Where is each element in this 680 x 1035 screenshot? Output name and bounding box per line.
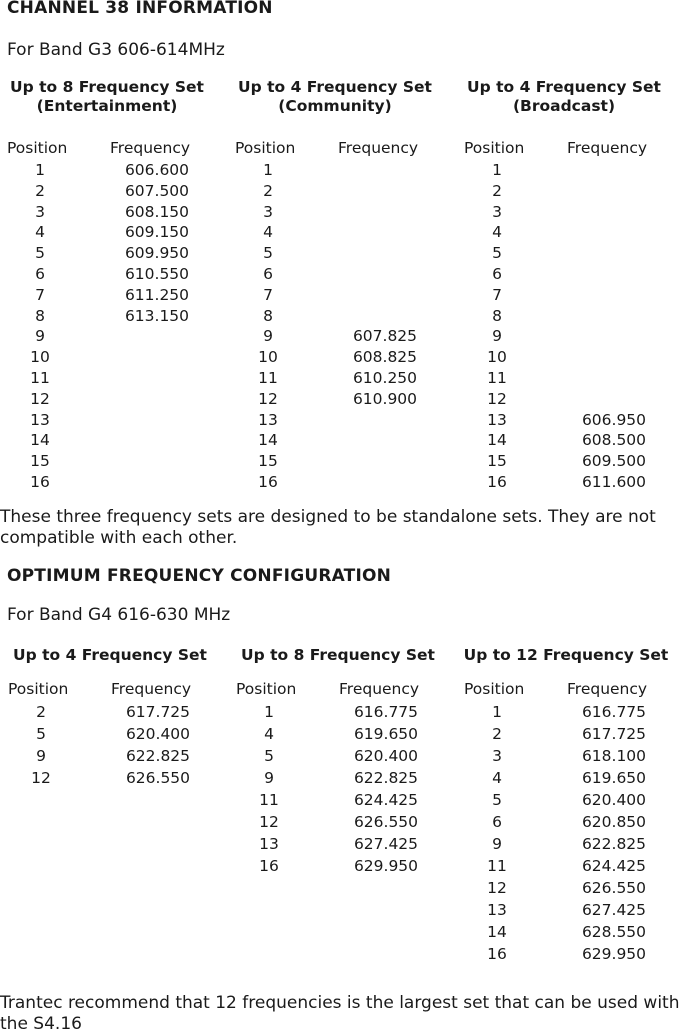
- frequency-cell: 616.775: [581, 703, 647, 721]
- position-cell: 13: [30, 410, 50, 429]
- table-row: [464, 223, 674, 244]
- table-row: [464, 327, 674, 348]
- col-frequency-header: Frequency: [567, 139, 648, 157]
- position-cell: 2: [35, 181, 45, 200]
- col-position-header: Position: [7, 139, 68, 157]
- frequency-cell: 610.900: [352, 389, 418, 408]
- position-cell: 5: [36, 725, 46, 743]
- col-frequency-header: Frequency: [111, 680, 192, 698]
- section2-band: For Band G4 616-630 MHz: [7, 605, 231, 625]
- frequency-cell: 609.500: [581, 452, 647, 471]
- table-row: [235, 203, 445, 224]
- position-cell: 13: [259, 835, 279, 853]
- frequency-cell: 618.100: [581, 747, 647, 765]
- table-row: [7, 161, 217, 182]
- table-row: [464, 369, 674, 390]
- frequency-cell: 622.825: [125, 747, 191, 765]
- position-cell: 9: [492, 835, 502, 853]
- section1-set-broadcast: [459, 78, 669, 491]
- frequency-cell: 619.650: [581, 769, 647, 787]
- frequency-cell: 608.825: [352, 348, 418, 367]
- position-cell: 13: [487, 410, 507, 429]
- set-title: Up to 12 Frequency Set: [463, 646, 669, 664]
- position-cell: 6: [492, 264, 502, 283]
- position-cell: 11: [258, 368, 278, 387]
- table-row: [464, 703, 674, 725]
- position-cell: 5: [35, 244, 45, 263]
- position-cell: 2: [492, 725, 502, 743]
- table-row: [464, 390, 674, 411]
- col-position-header: Position: [464, 680, 525, 698]
- col-position-header: Position: [8, 680, 69, 698]
- position-cell: 12: [487, 879, 507, 897]
- position-cell: 9: [263, 327, 273, 346]
- table-row: [7, 390, 217, 411]
- position-cell: 10: [487, 348, 507, 367]
- frequency-cell: 620.400: [353, 747, 419, 765]
- position-cell: 1: [263, 161, 273, 179]
- section1-set-community: [230, 78, 440, 491]
- position-cell: 11: [259, 791, 279, 809]
- position-cell: 14: [487, 923, 507, 941]
- col-frequency-header: Frequency: [110, 139, 191, 157]
- table-row: [464, 286, 674, 307]
- section2-set-4: [5, 646, 215, 787]
- frequency-cell: 609.950: [124, 244, 190, 263]
- table-row: [464, 879, 674, 901]
- table-row: [464, 901, 674, 923]
- table-row: [7, 327, 217, 348]
- position-cell: 10: [30, 348, 50, 367]
- table-row: [464, 452, 674, 473]
- position-cell: 12: [31, 769, 51, 787]
- position-cell: 5: [492, 244, 502, 263]
- table-row: [235, 327, 445, 348]
- table-row: [235, 348, 445, 369]
- table-row: [464, 244, 674, 265]
- table-row: [235, 182, 445, 203]
- position-cell: 9: [492, 327, 502, 346]
- set-rows: [464, 703, 674, 967]
- set-title-line2: (Community): [278, 97, 392, 115]
- table-row: [464, 307, 674, 328]
- position-cell: 14: [487, 431, 507, 450]
- col-position-header: Position: [235, 139, 296, 157]
- frequency-cell: 616.775: [353, 703, 419, 721]
- table-row: [464, 182, 674, 203]
- set-rows: [236, 703, 446, 879]
- position-cell: 4: [263, 223, 273, 242]
- frequency-cell: 627.425: [353, 835, 419, 853]
- table-row: [235, 452, 445, 473]
- col-frequency-header: Frequency: [339, 680, 420, 698]
- frequency-cell: 606.950: [581, 410, 647, 429]
- position-cell: 2: [263, 181, 273, 200]
- position-cell: 3: [492, 747, 502, 765]
- position-cell: 11: [30, 368, 50, 387]
- table-row: [236, 747, 446, 769]
- frequency-cell: 617.725: [125, 703, 191, 721]
- frequency-cell: 607.500: [124, 181, 190, 200]
- position-cell: 6: [263, 264, 273, 283]
- position-cell: 15: [258, 452, 278, 471]
- frequency-cell: 609.150: [124, 223, 190, 242]
- position-cell: 16: [30, 472, 50, 491]
- col-position-header: Position: [464, 139, 525, 157]
- frequency-cell: 607.825: [352, 327, 418, 346]
- frequency-cell: 626.550: [581, 879, 647, 897]
- table-row: [236, 835, 446, 857]
- position-cell: 12: [487, 389, 507, 408]
- table-row: [464, 857, 674, 879]
- set-title: Up to 4 Frequency Set: [13, 646, 207, 664]
- table-row: [7, 223, 217, 244]
- table-row: [464, 791, 674, 813]
- table-row: [235, 411, 445, 432]
- frequency-cell: 622.825: [581, 835, 647, 853]
- frequency-cell: 606.600: [124, 161, 190, 179]
- table-row: [7, 286, 217, 307]
- col-frequency-header: Frequency: [567, 680, 648, 698]
- table-row: [235, 431, 445, 452]
- table-row: [236, 791, 446, 813]
- table-row: [7, 473, 217, 494]
- frequency-cell: 620.850: [581, 813, 647, 831]
- table-row: [464, 945, 674, 967]
- table-row: [464, 203, 674, 224]
- position-cell: 16: [487, 945, 507, 963]
- table-row: [235, 307, 445, 328]
- frequency-cell: 619.650: [353, 725, 419, 743]
- table-row: [235, 473, 445, 494]
- section1-set-entertainment: [2, 78, 212, 491]
- table-row: [8, 703, 218, 725]
- table-row: [464, 769, 674, 791]
- table-row: [8, 725, 218, 747]
- position-cell: 14: [258, 431, 278, 450]
- table-row: [464, 161, 674, 182]
- section2-note: Trantec recommend that 12 frequencies is the largest set that can be used with the S4.16: [0, 993, 680, 1034]
- col-position-header: Position: [236, 680, 297, 698]
- set-column-headers: [235, 139, 445, 159]
- position-cell: 11: [487, 368, 507, 387]
- position-cell: 5: [263, 244, 273, 263]
- frequency-cell: 617.725: [581, 725, 647, 743]
- table-row: [235, 223, 445, 244]
- position-cell: 1: [35, 161, 45, 179]
- set-title-line1: Up to 4 Frequency Set: [467, 78, 661, 96]
- set-title: Up to 8 Frequency Set: [241, 646, 435, 664]
- position-cell: 3: [263, 202, 273, 221]
- frequency-cell: 611.250: [124, 285, 190, 304]
- position-cell: 2: [492, 181, 502, 200]
- table-row: [236, 725, 446, 747]
- table-row: [464, 348, 674, 369]
- frequency-cell: 627.425: [581, 901, 647, 919]
- frequency-cell: 629.950: [353, 857, 419, 875]
- set-column-headers: [7, 139, 217, 159]
- table-row: [7, 244, 217, 265]
- position-cell: 7: [263, 285, 273, 304]
- frequency-cell: 626.550: [125, 769, 191, 787]
- table-row: [236, 703, 446, 725]
- position-cell: 8: [263, 306, 273, 325]
- position-cell: 1: [492, 703, 502, 721]
- table-row: [235, 244, 445, 265]
- position-cell: 5: [264, 747, 274, 765]
- frequency-cell: 608.150: [124, 202, 190, 221]
- position-cell: 12: [30, 389, 50, 408]
- table-row: [7, 452, 217, 473]
- set-rows: [8, 703, 218, 791]
- table-row: [7, 265, 217, 286]
- table-row: [7, 411, 217, 432]
- set-title-line2: (Entertainment): [36, 97, 178, 115]
- position-cell: 15: [30, 452, 50, 471]
- table-row: [8, 769, 218, 791]
- col-frequency-header: Frequency: [338, 139, 419, 157]
- position-cell: 6: [492, 813, 502, 831]
- set-title-line2: (Broadcast): [512, 97, 616, 115]
- table-row: [235, 286, 445, 307]
- frequency-cell: 613.150: [124, 306, 190, 325]
- position-cell: 16: [259, 857, 279, 875]
- position-cell: 3: [35, 202, 45, 221]
- set-title-line1: Up to 4 Frequency Set: [238, 78, 432, 96]
- table-row: [464, 835, 674, 857]
- position-cell: 4: [492, 769, 502, 787]
- position-cell: 7: [35, 285, 45, 304]
- frequency-cell: 620.400: [125, 725, 191, 743]
- frequency-cell: 622.825: [353, 769, 419, 787]
- position-cell: 16: [258, 472, 278, 491]
- position-cell: 2: [36, 703, 46, 721]
- position-cell: 15: [487, 452, 507, 471]
- section2-heading: OPTIMUM FREQUENCY CONFIGURATION: [7, 566, 392, 586]
- set-title-line1: Up to 8 Frequency Set: [10, 78, 204, 96]
- position-cell: 8: [492, 306, 502, 325]
- table-row: [236, 813, 446, 835]
- frequency-cell: 629.950: [581, 945, 647, 963]
- position-cell: 7: [492, 285, 502, 304]
- table-row: [464, 923, 674, 945]
- position-cell: 13: [258, 410, 278, 429]
- position-cell: 16: [487, 472, 507, 491]
- position-cell: 4: [35, 223, 45, 242]
- set-column-headers: [8, 680, 218, 700]
- position-cell: 9: [36, 747, 46, 765]
- table-row: [464, 473, 674, 494]
- position-cell: 1: [264, 703, 274, 721]
- table-row: [464, 725, 674, 747]
- table-row: [8, 747, 218, 769]
- section1-heading: CHANNEL 38 INFORMATION: [7, 0, 273, 18]
- position-cell: 10: [258, 348, 278, 367]
- table-row: [464, 813, 674, 835]
- frequency-cell: 620.400: [581, 791, 647, 809]
- set-rows: [235, 161, 445, 494]
- frequency-cell: 628.550: [581, 923, 647, 941]
- position-cell: 13: [487, 901, 507, 919]
- frequency-cell: 626.550: [353, 813, 419, 831]
- position-cell: 12: [258, 389, 278, 408]
- section2-set-12: [461, 646, 671, 963]
- table-row: [7, 348, 217, 369]
- set-rows: [7, 161, 217, 494]
- set-column-headers: [464, 139, 674, 159]
- table-row: [7, 307, 217, 328]
- table-row: [464, 747, 674, 769]
- frequency-cell: 624.425: [353, 791, 419, 809]
- table-row: [7, 182, 217, 203]
- table-row: [7, 431, 217, 452]
- set-rows: [464, 161, 674, 494]
- table-row: [235, 390, 445, 411]
- position-cell: 3: [492, 202, 502, 221]
- section1-band: For Band G3 606-614MHz: [7, 40, 225, 60]
- position-cell: 14: [30, 431, 50, 450]
- section2-set-8: [233, 646, 443, 875]
- table-row: [235, 265, 445, 286]
- table-row: [236, 857, 446, 879]
- position-cell: 4: [492, 223, 502, 242]
- table-row: [7, 369, 217, 390]
- table-row: [236, 769, 446, 791]
- frequency-cell: 611.600: [581, 472, 647, 491]
- position-cell: 1: [492, 161, 502, 179]
- table-row: [235, 161, 445, 182]
- table-row: [7, 203, 217, 224]
- position-cell: 5: [492, 791, 502, 809]
- section1-note: These three frequency sets are designed to be standalone sets. They are not compatible with each other.: [0, 507, 656, 548]
- position-cell: 4: [264, 725, 274, 743]
- table-row: [464, 411, 674, 432]
- set-column-headers: [464, 680, 674, 700]
- position-cell: 12: [259, 813, 279, 831]
- position-cell: 8: [35, 306, 45, 325]
- table-row: [464, 265, 674, 286]
- set-column-headers: [236, 680, 446, 700]
- table-row: [235, 369, 445, 390]
- position-cell: 6: [35, 264, 45, 283]
- frequency-cell: 610.250: [352, 368, 418, 387]
- frequency-cell: 608.500: [581, 431, 647, 450]
- frequency-cell: 624.425: [581, 857, 647, 875]
- position-cell: 9: [264, 769, 274, 787]
- frequency-cell: 610.550: [124, 264, 190, 283]
- position-cell: 11: [487, 857, 507, 875]
- table-row: [464, 431, 674, 452]
- position-cell: 9: [35, 327, 45, 346]
